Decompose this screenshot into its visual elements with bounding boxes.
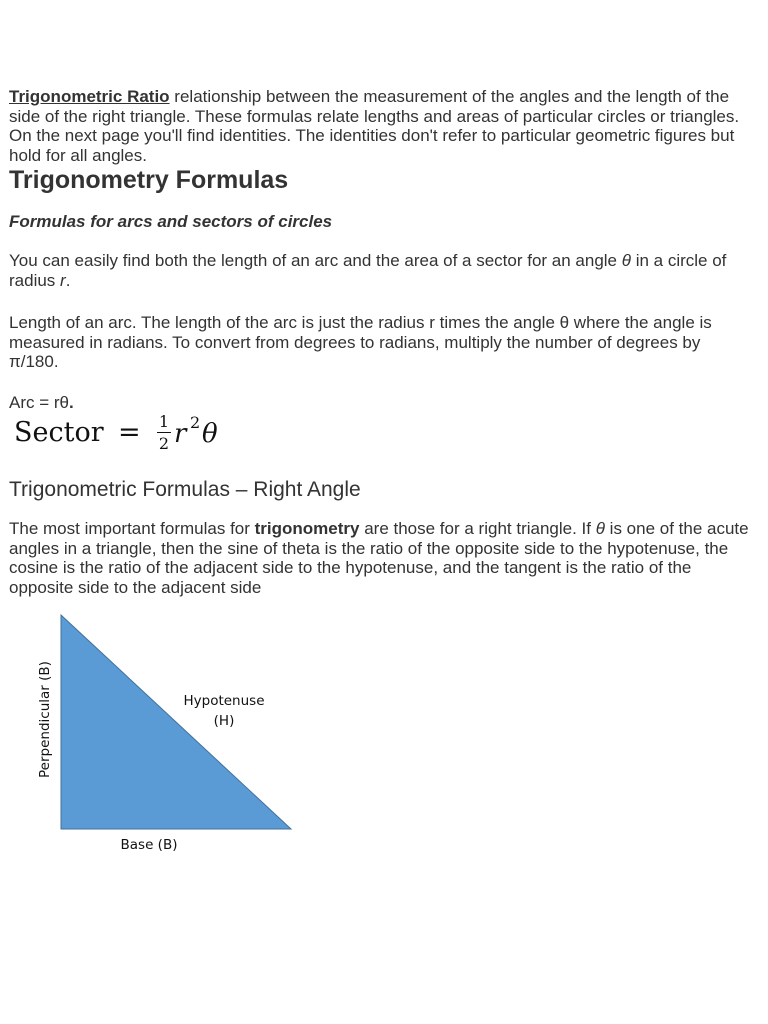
intro-text: relationship between the measurement of the angles and the length of the side of the right triangle. These formulas relate lengths and areas of particular circles or triangles. On the next page you'll find identities. The identities don't refer to particular geometric figures but hold for all angles.	[9, 87, 740, 165]
intro-paragraph	[9, 87, 754, 165]
trigonometry-bold: trigonometry	[254, 519, 360, 538]
right-angle-heading: Trigonometric Formulas – Right Angle	[9, 478, 361, 501]
fraction-denominator: 2	[158, 434, 170, 453]
important-text-1: The most important formulas for	[9, 519, 255, 538]
right-triangle-paragraph	[9, 519, 754, 597]
arc-formula-period: .	[69, 393, 74, 412]
equals-sign: =	[118, 417, 141, 448]
arc-sector-intro-paragraph	[9, 251, 754, 290]
theta-symbol: θ	[621, 251, 631, 270]
page-title: Trigonometry Formulas	[9, 166, 289, 194]
theta-symbol-2: θ	[595, 519, 605, 538]
important-text-2: are those for a right triangle. If	[359, 519, 596, 538]
sector-word: Sector	[14, 417, 104, 448]
right-triangle-diagram	[0, 600, 320, 870]
radius-symbol: r	[60, 270, 66, 290]
hypotenuse-label-line2: (H)	[213, 713, 235, 729]
base-label: Base (B)	[120, 837, 178, 853]
trigonometric-ratio-link[interactable]: Trigonometric Ratio	[9, 87, 170, 106]
fraction-bar	[157, 432, 171, 433]
arc-length-paragraph: Length of an arc. The length of the arc is just the radius r times the angle θ where the angle is measured in radians. To convert from degrees to radians, multiply the number of degrees by π/180.	[9, 313, 712, 371]
easy-text-3: .	[65, 270, 71, 290]
hypotenuse-label-line1: Hypotenuse	[183, 693, 265, 709]
easy-text-2: in a circle of radius	[9, 251, 727, 290]
arc-formula-text: Arc = rθ	[9, 393, 69, 412]
perpendicular-label: Perpendicular (B)	[37, 661, 53, 778]
radius-variable: r	[174, 419, 187, 449]
important-text-3: is one of the acute angles in a triangle, then the sine of theta is the ratio of the opposite side to the hypotenuse, the cosine is the ratio of the adjacent side to the hypotenuse, and the tangent is the ratio of the opposite side to the adjacent side	[9, 519, 749, 597]
fraction-numerator: 1	[158, 412, 170, 431]
sector-formula	[14, 410, 234, 456]
exponent: 2	[190, 413, 201, 432]
easy-text-1: You can easily find both the length of an arc and the area of a sector for an angle	[9, 251, 622, 270]
right-triangle-shape	[61, 615, 291, 829]
one-half-fraction	[157, 412, 171, 453]
theta-variable: θ	[202, 419, 218, 449]
arcs-sectors-heading: Formulas for arcs and sectors of circles	[9, 212, 333, 231]
